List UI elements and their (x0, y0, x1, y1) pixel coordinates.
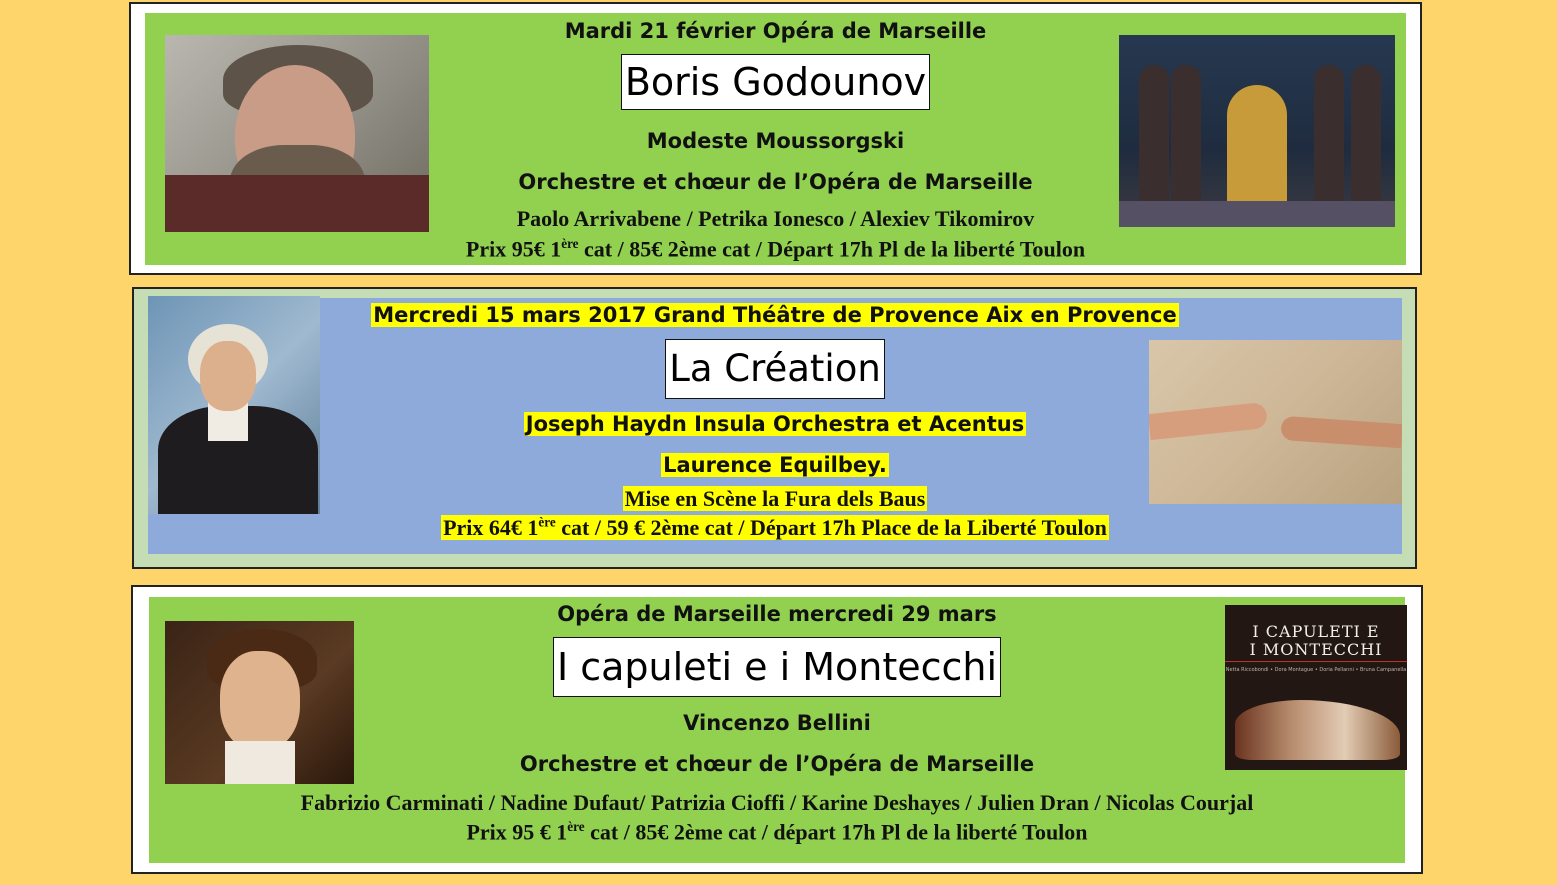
event-title: La Création (665, 339, 885, 399)
event-ensemble: Orchestre et chœur de l’Opéra de Marseille (518, 170, 1033, 194)
event-panel (149, 597, 1405, 863)
portrait-haydn-image (148, 296, 320, 514)
event-date-line: Mercredi 15 mars 2017 Grand Théâtre de Provence Aix en Provence (373, 303, 1177, 327)
event-composer: Vincenzo Bellini (683, 711, 871, 735)
event-title: Boris Godounov (621, 54, 930, 110)
event-artists: Fabrizio Carminati / Nadine Dufaut/ Patrizia Cioffi / Karine Deshayes / Julien Dran / Nicolas Courjal (300, 790, 1254, 815)
event-composer: Modeste Moussorgski (646, 129, 905, 153)
album-cast-names: Netta Riccobondi • Dora Montague • Doria Pellanni • Bruna Campanella (1225, 667, 1407, 673)
event-panel (145, 13, 1406, 265)
event-price: Prix 95 € 1ère cat / 85€ 2ème cat / départ 17h Pl de la liberté Toulon (466, 819, 1088, 845)
event-ensemble: Orchestre et chœur de l’Opéra de Marseille (519, 752, 1035, 776)
event-conductor: Laurence Equilbey. (663, 453, 887, 477)
event-composer: Joseph Haydn Insula Orchestra et Acentus (525, 412, 1025, 436)
event-date-line: Opéra de Marseille mercredi 29 mars (557, 602, 997, 626)
event-price: Prix 95€ 1ère cat / 85€ 2ème cat / Départ 17h Pl de la liberté Toulon (465, 236, 1086, 262)
event-card-capuleti (131, 585, 1423, 874)
event-price: Prix 64€ 1ère cat / 59 € 2ème cat / Départ 17h Place de la Liberté Toulon (443, 515, 1107, 541)
event-date-line: Mardi 21 février Opéra de Marseille (564, 19, 987, 43)
album-title-line-2: I MONTECCHI (1249, 640, 1383, 659)
event-artists: Paolo Arrivabene / Petrika Ionesco / Alexiev Tikomirov (516, 206, 1035, 231)
event-card-la-creation (132, 287, 1417, 569)
event-staging: Mise en Scène la Fura dels Baus (624, 486, 926, 511)
event-card-boris-godounov (129, 2, 1422, 275)
album-title-line-1: I CAPULETI E (1252, 622, 1380, 641)
event-panel (148, 298, 1402, 554)
event-title: I capuleti e i Montecchi (553, 637, 1001, 697)
